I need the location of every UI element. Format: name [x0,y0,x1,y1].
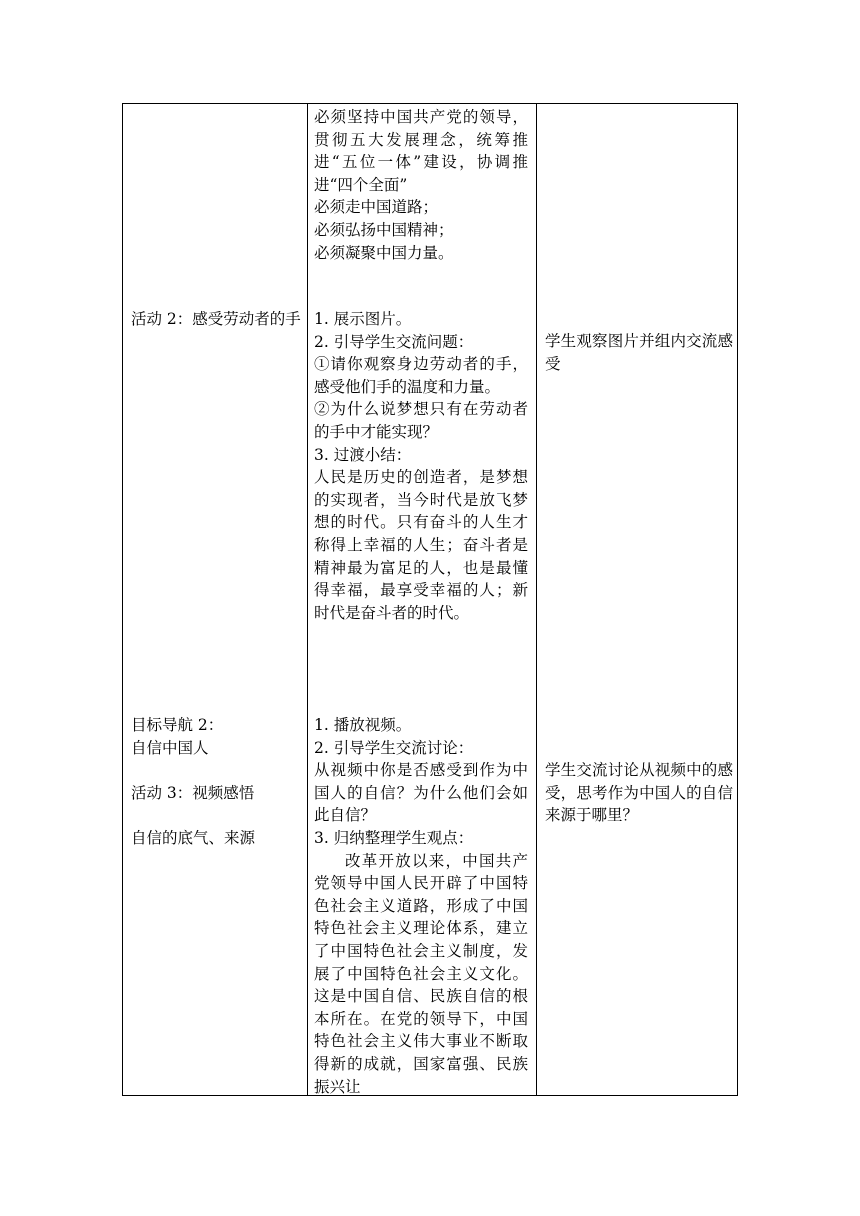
activity2-question-1: ①请你观察身边劳动者的手，感受他们手的温度和力量。 [314,355,528,396]
principles-paragraph: 必须坚持中国共产党的领导，贯彻五大发展理念，统筹推进“五位一体”建设，协调推进“四个全面” [314,108,528,194]
activity3-title: 活动 3：视频感悟 [131,783,255,802]
teacher-cell-principles [314,106,528,264]
teacher-cell-activity3 [314,714,528,1098]
principle-line-2: 必须弘扬中国精神； [314,220,454,239]
activity3-step-1: 1. 播放视频。 [314,716,412,734]
column-divider-1 [307,103,308,1096]
goal2-subtitle: 自信中国人 [131,738,209,757]
activity-cell-goal2 [131,714,303,850]
teacher-cell-activity2 [314,308,528,624]
activity3-question: 从视频中你是否感受到作为中国人的自信？为什么他们会如此自信？ [314,761,528,825]
activity2-step-1: 1. 展示图片。 [314,310,412,328]
activity2-question-2: ②为什么说梦想只有在劳动者的手中才能实现？ [314,400,528,441]
activity3-step-3: 3. 归纳整理学生观点： [314,828,474,847]
activity2-student-activity: 学生观察图片并组内交流感受 [545,332,733,373]
activity-cell-activity2 [131,308,303,331]
principle-line-1: 必须走中国道路； [314,198,439,217]
activity2-step-3: 3. 过渡小结： [314,445,412,464]
activity2-title: 活动 2：感受劳动者的手 [131,310,301,328]
student-cell-activity2 [545,330,733,375]
goal2-topic: 自信的底气、来源 [131,828,256,847]
student-cell-activity3 [545,759,733,827]
activity3-student-activity: 学生交流讨论从视频中的感受，思考作为中国人的自信来源于哪里？ [545,761,733,825]
activity3-summary: 改革开放以来，中国共产党领导中国人民开辟了中国特色社会主义道路，形成了中国特色社会主义理论体系，建立了中国特色社会主义制度，发展了中国特色社会主义文化。这是中国自信、民族自信的根本所在。在党的领导下，中国特色社会主义伟大事业不断取得新的成就，国家富强、民族振兴让 [314,851,528,1096]
column-divider-2 [536,103,537,1096]
activity2-step-2: 2. 引导学生交流问题： [314,332,474,351]
activity2-summary: 人民是历史的创造者，是梦想的实现者，当今时代是放飞梦想的时代。只有奋斗的人生才称得上幸福的人生；奋斗者是精神最为富足的人，也是最懂得幸福，最享受幸福的人；新时代是奋斗者的时代。 [314,468,528,622]
principle-line-3: 必须凝聚中国力量。 [314,243,454,262]
activity3-step-2: 2. 引导学生交流讨论： [314,738,474,757]
goal2-title: 目标导航 2： [131,716,224,734]
